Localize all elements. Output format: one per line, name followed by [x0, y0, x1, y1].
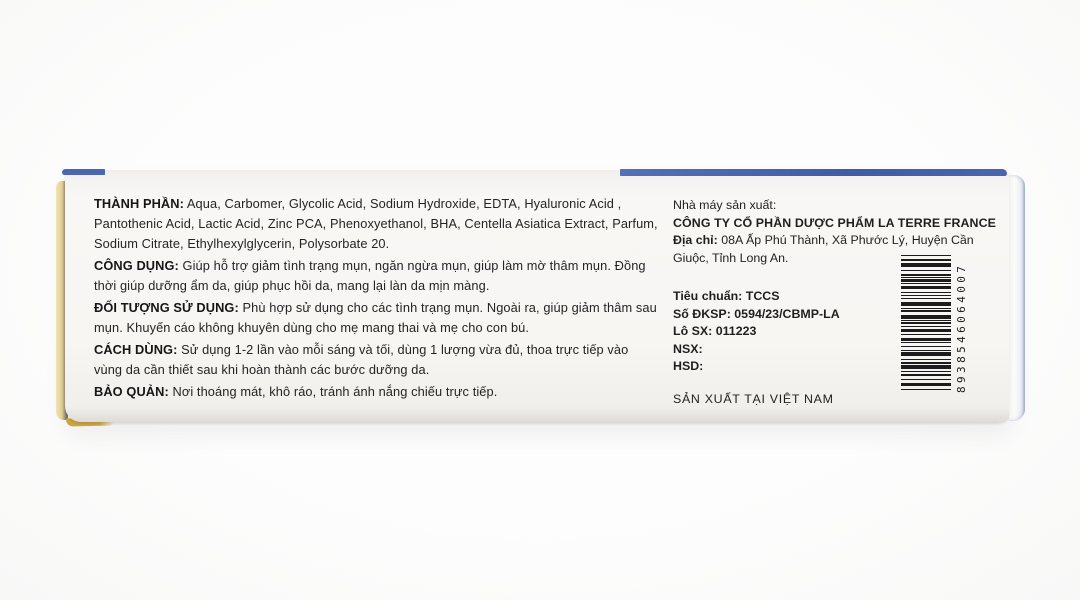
- section-text: Aqua, Carbomer, Glycolic Acid, Sodium Hydroxide, EDTA, Hyaluronic Acid , Pantothenic Acid, Lactic Acid, Zinc PCA, Phenoxyethanol, BHA, Centella Asiatica Extract, Parfum, Sodium Citrate, Ethylhexylglycerin, Polysorbate 20.: [94, 196, 658, 251]
- company-name: CÔNG TY CỔ PHẦN DƯỢC PHẨM LA TERRE FRANCE: [673, 215, 997, 230]
- section-text: Giúp hỗ trợ giảm tình trạng mụn, ngăn ngừa mụn, giúp làm mờ thâm mụn. Đồng thời giúp dưỡng ẩm da, giúp phục hồi da, mang lại làn da mịn màng.: [94, 258, 646, 293]
- section-label: ĐỐI TƯỢNG SỬ DỤNG:: [94, 300, 239, 315]
- top-blue-rule-right-segment: [620, 169, 1007, 176]
- lot-label: Lô SX:: [673, 324, 713, 338]
- section-uses: [94, 256, 660, 296]
- factory-intro-line: Nhà máy sản xuất:: [673, 198, 777, 212]
- section-label: THÀNH PHẦN:: [94, 196, 184, 211]
- product-box-back-panel: [56, 167, 1025, 426]
- section-text: Phù hợp sử dụng cho các tình trạng mụn. Ngoài ra, giúp giảm thâm sau mụn. Khuyến cáo không khuyên dùng cho mẹ mang thai và mẹ cho con bú.: [94, 300, 657, 335]
- reg-no-label: Số ĐKSP:: [673, 306, 731, 321]
- reg-no-value: 0594/23/CBMP-LA: [734, 306, 840, 321]
- section-text: Nơi thoáng mát, khô ráo, tránh ánh nắng chiếu trực tiếp.: [172, 384, 498, 399]
- mfg-label: NSX:: [673, 341, 703, 356]
- barcode: [901, 255, 951, 392]
- info-sections-column: [94, 194, 660, 404]
- standard-value: TCCS: [745, 289, 780, 303]
- section-target-users: [94, 298, 660, 338]
- top-blue-rule-left-segment: [62, 169, 105, 175]
- lot-value: 011223: [715, 324, 757, 338]
- section-directions: [94, 340, 660, 380]
- section-label: CÔNG DỤNG:: [94, 258, 179, 273]
- address-text: 08A Ấp Phú Thành, Xã Phước Lý, Huyện Cần Giuộc, Tỉnh Long An.: [673, 233, 974, 265]
- barcode-number: 8938546064007: [955, 262, 968, 393]
- address-label: Địa chỉ:: [673, 233, 718, 247]
- section-text: Sử dụng 1-2 lần vào mỗi sáng và tối, dùng 1 lượng vừa đủ, thoa trực tiếp vào vùng da cần thiết sau khi hoàn thành các bước dưỡng da.: [94, 342, 629, 377]
- made-in-line: SẢN XUẤT TẠI VIỆT NAM: [673, 391, 834, 406]
- section-storage: [94, 382, 660, 402]
- section-label: CÁCH DÙNG:: [94, 342, 178, 357]
- section-ingredients: [94, 194, 660, 254]
- standard-label: Tiêu chuẩn:: [673, 289, 743, 303]
- exp-label: HSD:: [673, 359, 704, 373]
- box-right-end-flap: [1009, 175, 1025, 421]
- section-label: BẢO QUẢN:: [94, 384, 169, 399]
